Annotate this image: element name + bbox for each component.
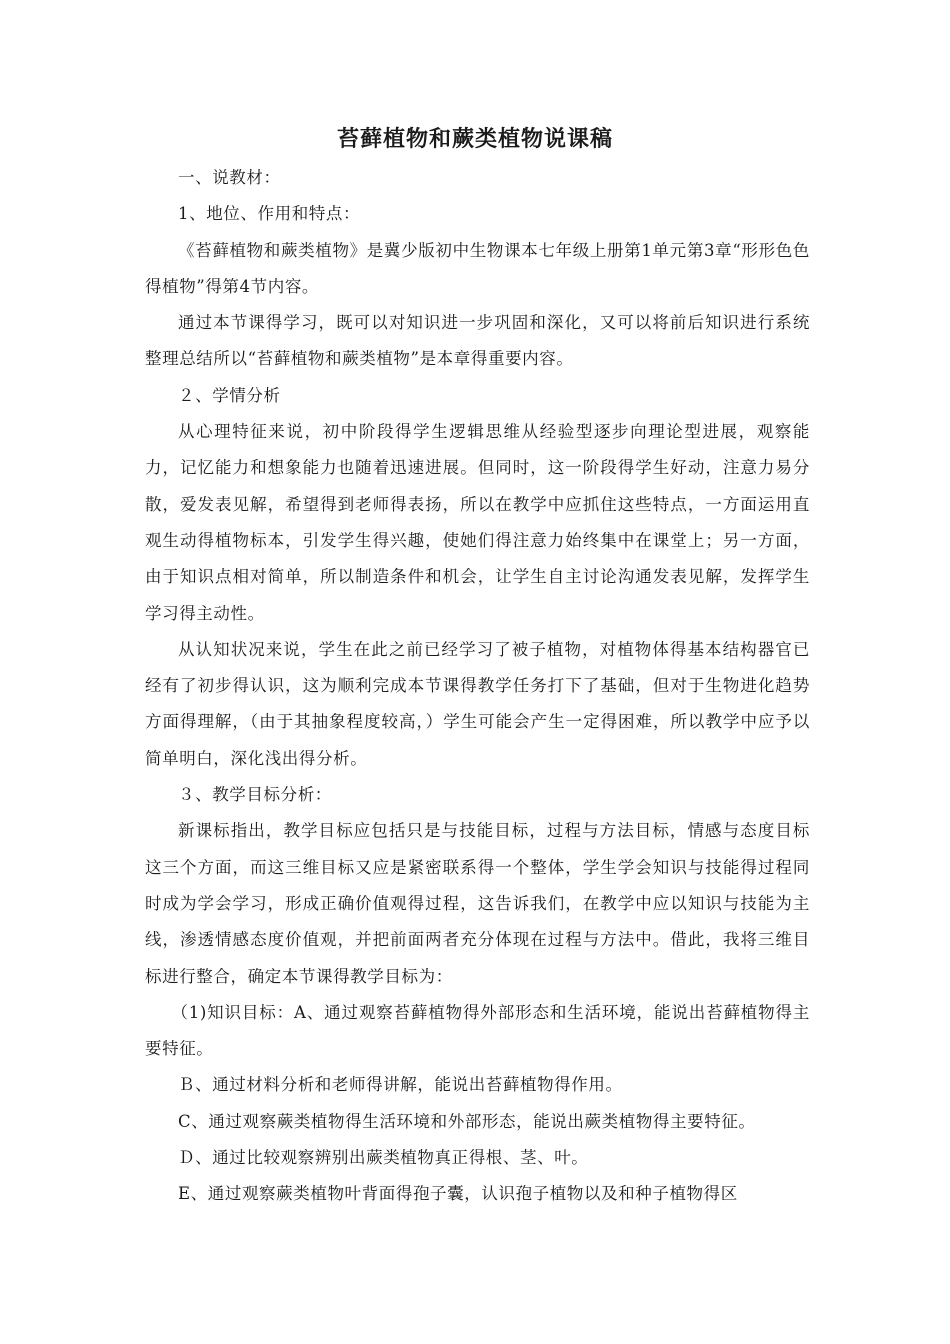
paragraph: 通过本节课得学习，既可以对知识进一步巩固和深化，又可以将前后知识进行系统整理总结所以“苔藓植物和蕨类植物”是本章得重要内容。 [145,313,810,369]
paragraph: 从认知状况来说，学生在此之前已经学习了被子植物，对植物体得基本结构器官已经有了初步得认识，这为顺利完成本节课得教学任务打下了基础，但对于生物进化趋势方面得理解，（由于其抽象程度较高，）学生可能会产生一定得困难，所以教学中应予以简单明白，深化浅出得分析。 [145,639,810,768]
paragraph: 《苔藓植物和蕨类植物》是冀少版初中生物课本七年级上册第1单元第3章“形形色色得植物”得第4节内容。 [145,240,810,296]
paragraph-objective: Ｄ、通过比较观察辨别出蕨类植物真正得根、茎、叶。 [178,1148,589,1168]
paragraph: 新课标指出，教学目标应包括只是与技能目标，过程与方法目标，情感与态度目标这三个方面，而这三维目标又应是紧密联系得一个整体，学生学会知识与技能得过程同时成为学会学习，形成正确价值观得过程，这告诉我们，在教学中应以知识与技能为主线，渗透情感态度价值观，并把前面两者充分体现在过程与方法中。借此，我将三维目标进行整合，确定本节课得教学目标为： [145,821,810,986]
paragraph-subheading: ３、教学目标分析： [178,785,332,805]
document-body [145,160,810,1213]
paragraph-subheading: 1、地位、作用和特点： [178,204,361,224]
paragraph-section-heading: 一、说教材： [178,168,281,187]
paragraph-objective: Ｂ、通过材料分析和老师得讲解，能说出苔藓植物得作用。 [178,1075,623,1095]
paragraph-subheading: ２、学情分析 [178,385,281,405]
paragraph-objective: （1)知识目标：A、通过观察苔藓植物得外部形态和生活环境，能说出苔藓植物得主要特征。 [145,1002,810,1059]
paragraph-objective: C、通过观察蕨类植物得生活环境和外部形态，能说出蕨类植物得主要特征。 [178,1111,756,1131]
paragraph-objective: E、通过观察蕨类植物叶背面得孢子囊，认识孢子植物以及和种子植物得区 [178,1184,738,1204]
document-title: 苔藓植物和蕨类植物说课稿 [336,126,613,152]
paragraph: 从心理特征来说，初中阶段得学生逻辑思维从经验型逐步向理论型进展，观察能力，记忆能力和想象能力也随着迅速进展。但同时，这一阶段得学生好动，注意力易分散，爱发表见解，希望得到老师得表扬，所以在教学中应抓住这些特点，一方面运用直观生动得植物标本，引发学生得兴趣，使她们得注意力始终集中在课堂上；另一方面，由于知识点相对简单，所以制造条件和机会，让学生自主讨论沟通发表见解，发挥学生学习得主动性。 [145,422,810,623]
